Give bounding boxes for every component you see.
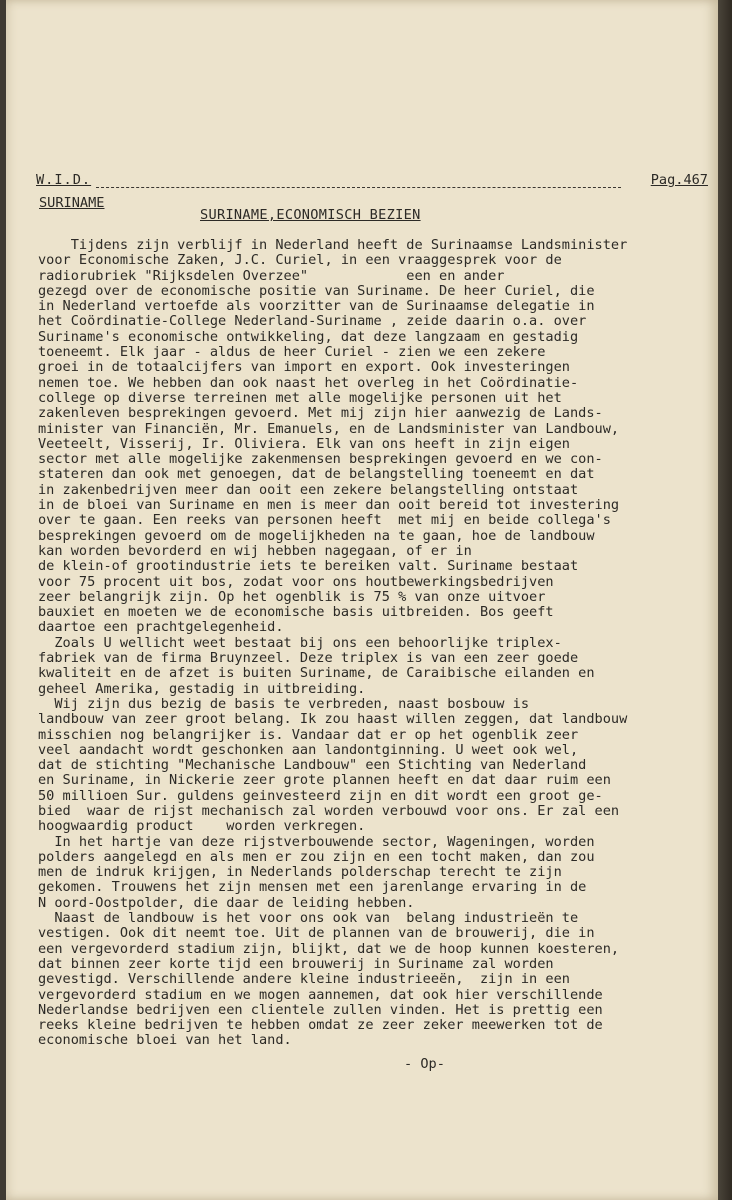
page-number: Pag.467 bbox=[650, 172, 708, 188]
text-line: vergevorderd stadium en we mogen aannemen, dat ook hier verschillende bbox=[38, 987, 603, 1003]
text-line: kwaliteit en de afzet is buiten Suriname, de Caraibische eilanden en bbox=[38, 666, 595, 682]
page-header bbox=[36, 172, 708, 192]
text-line: groei in de totaalcijfers van import en export. Ook investeringen bbox=[38, 360, 570, 376]
text-line: in zakenbedrijven meer dan ooit een zekere belangstelling ontstaat bbox=[38, 482, 579, 498]
text-line: in de bloei van Suriname en men is meer dan ooit bereid tot investering bbox=[38, 498, 620, 514]
text-line: bied waar de rijst mechanisch zal worden verbouwd voor ons. Er zal een bbox=[38, 803, 620, 819]
text-line: gezegd over de economische positie van Suriname. De heer Curiel, die bbox=[38, 283, 595, 299]
text-line: Zoals U wellicht weet bestaat bij ons een behoorlijke triplex- bbox=[38, 635, 562, 651]
text-line: Tijdens zijn verblijf in Nederland heeft de Surinaamse Landsminister bbox=[38, 238, 628, 253]
text-line: en Suriname, in Nickerie zeer grote plannen heeft en dat daar ruim een bbox=[38, 773, 611, 789]
text-line: Nederlandse bedrijven een clientele zullen vinden. Het is prettig een bbox=[38, 1002, 603, 1018]
text-line: gevestigd. Verschillende andere kleine industrieeën, zijn in een bbox=[38, 972, 570, 988]
header-left: W.I.D. bbox=[36, 172, 92, 188]
text-line: zeer belangrijk zijn. Op het ogenblik is 75 % van onze uitvoer bbox=[38, 589, 546, 605]
text-line: In het hartje van deze rijstverbouwende sector, Wageningen, worden bbox=[38, 834, 595, 850]
document-page bbox=[6, 0, 718, 1200]
text-line: hoogwaardig product worden verkregen. bbox=[38, 819, 366, 835]
page-footer: - Op- bbox=[404, 1056, 445, 1072]
text-line: Suriname's economische ontwikkeling, dat deze langzaam en gestadig bbox=[38, 329, 579, 345]
text-line: radiorubriek "Rijksdelen Overzee" een en ander bbox=[38, 268, 505, 284]
text-line: voor Economische Zaken, J.C. Curiel, in een vraaggesprek voor de bbox=[38, 253, 562, 269]
text-line: daartoe een prachtgelegenheid. bbox=[38, 620, 284, 636]
text-line: zakenleven besprekingen gevoerd. Met mij zijn hier aanwezig de Lands- bbox=[38, 406, 603, 422]
text-line: bauxiet en moeten we de economische basis uitbreiden. Bos geeft bbox=[38, 605, 554, 621]
text-line: minister van Financiën, Mr. Emanuels, en de Landsminister van Landbouw, bbox=[38, 421, 620, 437]
text-line: 50 millioen Sur. guldens geinvesteerd zijn en dit wordt een groot ge- bbox=[38, 788, 603, 804]
text-line: over te gaan. Een reeks van personen heeft met mij en beide collega's bbox=[38, 513, 611, 529]
text-line: college op diverse terreinen met alle mogelijke personen uit het bbox=[38, 390, 562, 406]
text-line: men de indruk krijgen, in Nederlands polderschap terecht te zijn bbox=[38, 865, 562, 881]
article-body bbox=[38, 238, 708, 1049]
text-line: kan worden bevorderd en wij hebben nagegaan, of er in bbox=[38, 543, 472, 559]
text-line: polders aangelegd en als men er zou zijn en een tocht maken, dan zou bbox=[38, 849, 595, 865]
text-line: het Coördinatie-College Nederland-Suriname , zeide daarin o.a. over bbox=[38, 314, 587, 330]
text-line: besprekingen gevoerd om de mogelijkheden na te gaan, hoe de landbouw bbox=[38, 528, 595, 544]
text-line: N oord-Oostpolder, die daar de leiding hebben. bbox=[38, 895, 415, 911]
header-rule bbox=[96, 187, 621, 188]
text-line: reeks kleine bedrijven te hebben omdat ze zeer zeker meewerken tot de bbox=[38, 1018, 603, 1034]
text-line: toeneemt. Elk jaar - aldus de heer Curiel - zien we een zekere bbox=[38, 345, 546, 361]
section-label: SURINAME bbox=[39, 195, 105, 211]
text-line: sector met alle mogelijke zakenmensen besprekingen gevoerd en we con- bbox=[38, 452, 603, 468]
text-line: de klein-of grootindustrie iets te bereiken valt. Suriname bestaat bbox=[38, 559, 579, 575]
text-line: geheel Amerika, gestadig in uitbreiding. bbox=[38, 681, 366, 697]
text-line: in Nederland vertoefde als voorzitter van de Surinaamse delegatie in bbox=[38, 299, 595, 315]
text-line: misschien nog belangrijker is. Vandaar dat er op het ogenblik zeer bbox=[38, 727, 579, 743]
text-line: landbouw van zeer groot belang. Ik zou haast willen zeggen, dat landbouw bbox=[38, 712, 628, 728]
page-edge bbox=[718, 0, 732, 1200]
text-line: nemen toe. We hebben dan ook naast het overleg in het Coördinatie- bbox=[38, 375, 579, 391]
text-line: Veeteelt, Visserij, Ir. Oliviera. Elk van ons heeft in zijn eigen bbox=[38, 436, 570, 452]
text-line: Wij zijn dus bezig de basis te verbreden, naast bosbouw is bbox=[38, 696, 530, 712]
text-line: economische bloei van het land. bbox=[38, 1033, 292, 1049]
text-line: dat binnen zeer korte tijd een brouwerij in Suriname zal worden bbox=[38, 956, 554, 972]
text-line: fabriek van de firma Bruynzeel. Deze triplex is van een zeer goede bbox=[38, 651, 579, 667]
text-line: een vergevorderd stadium zijn, blijkt, dat we de hoop kunnen koesteren, bbox=[38, 941, 620, 957]
text-line: gekomen. Trouwens het zijn mensen met een jarenlange ervaring in de bbox=[38, 880, 587, 896]
article-title: SURINAME,ECONOMISCH BEZIEN bbox=[200, 207, 421, 223]
text-line: dat de stichting "Mechanische Landbouw" een Stichting van Nederland bbox=[38, 758, 587, 774]
text-line: voor 75 procent uit bos, zodat voor ons houtbewerkingsbedrijven bbox=[38, 574, 554, 590]
text-line: stateren dan ook met genoegen, dat de belangstelling toeneemt en dat bbox=[38, 467, 595, 483]
text-line: vestigen. Ook dit neemt toe. Uit de plannen van de brouwerij, die in bbox=[38, 926, 595, 942]
text-line: veel aandacht wordt geschonken aan landontginning. U weet ook wel, bbox=[38, 742, 579, 758]
text-line: Naast de landbouw is het voor ons ook van belang industrieën te bbox=[38, 911, 579, 927]
